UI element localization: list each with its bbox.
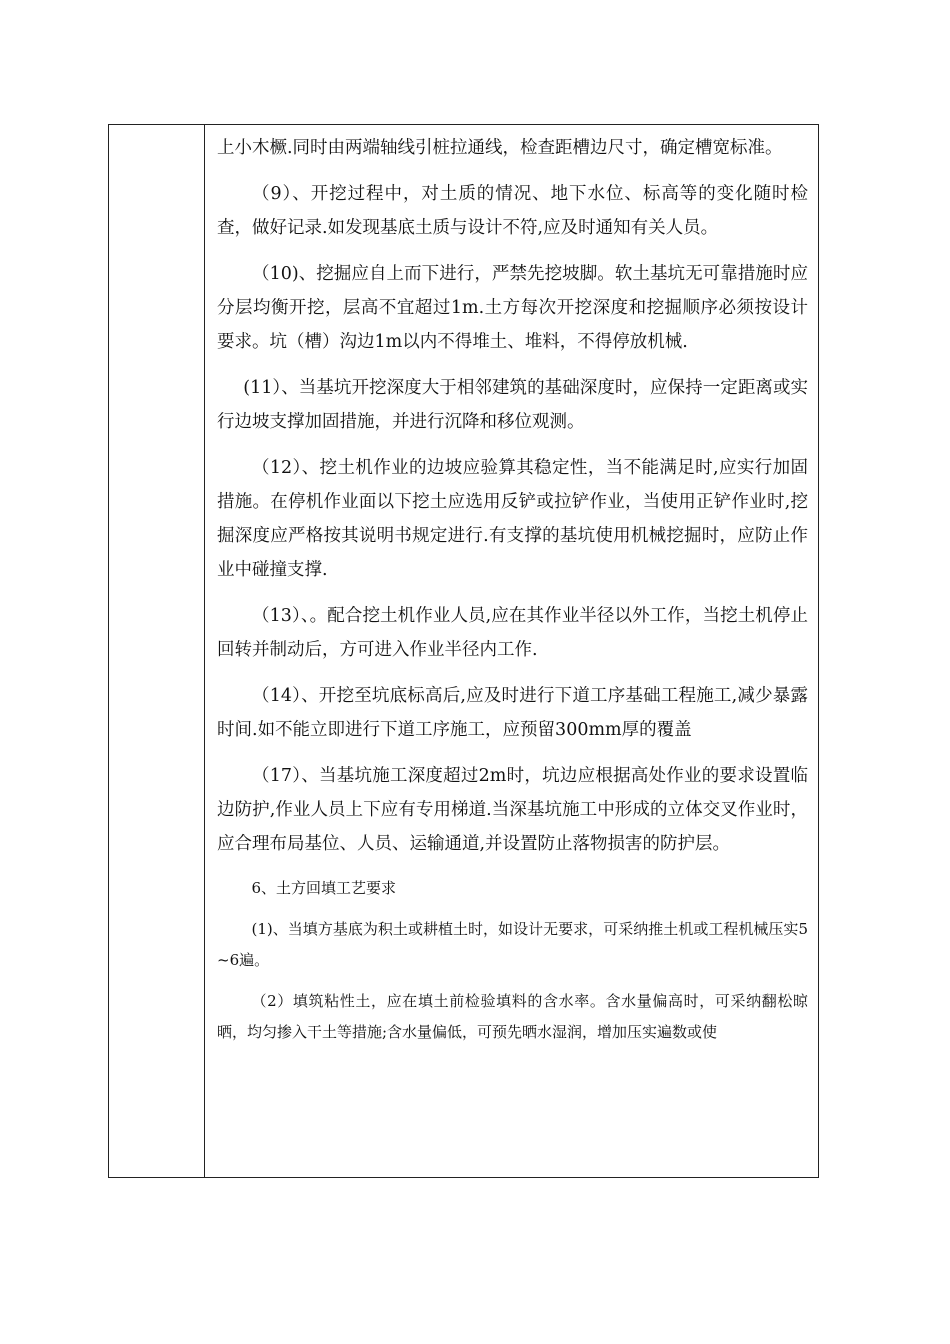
paragraph-backfill-2: （2）填筑粘性土，应在填土前检验填料的含水率。含水量偏高时，可采纳翻松晾晒，均匀掺入干土等措施;含水量偏低，可预先晒水湿润，增加压实遍数或使	[217, 992, 808, 1041]
document-table	[108, 124, 819, 1178]
paragraph-item-13: （13）、。配合挖土机作业人员,应在其作业半径以外工作，当挖土机停止回转并制动后，方可进入作业半径内工作.	[217, 606, 808, 660]
table-left-cell	[109, 125, 205, 1177]
paragraph-item-12: （12）、挖土机作业的边坡应验算其稳定性，当不能满足时,应实行加固措施。在停机作业面以下挖土应选用反铲或拉铲作业，当使用正铲作业时,挖掘深度应严格按其说明书规定进行.有支撑的基坑使用机械挖掘时，应防止作业中碰撞支撑.	[217, 458, 808, 580]
table-content-cell	[205, 125, 818, 1177]
paragraph-item-9: （9）、开挖过程中，对土质的情况、地下水位、标高等的变化随时检查，做好记录.如发现基底土质与设计不符,应及时通知有关人员。	[217, 184, 808, 238]
paragraph-item-11: (11）、当基坑开挖深度大于相邻建筑的基础深度时，应保持一定距离或实行边坡支撑加固措施，并进行沉降和移位观测。	[217, 378, 808, 432]
paragraph-backfill-1: (1)、当填方基底为积土或耕植土时，如设计无要求，可采纳推土机或工程机械压实5~6遍。	[217, 920, 808, 969]
paragraph-item-10: （10)、挖掘应自上而下进行，严禁先挖坡脚。软土基坑无可靠措施时应分层均衡开挖，层高不宜超过1m.土方每次开挖深度和挖掘顺序必须按设计要求。坑（槽）沟边1m以内不得堆土、堆料，不得停放机械.	[217, 264, 808, 352]
paragraph-continuation: 上小木橛.同时由两端轴线引桩拉通线，检查距槽边尺寸，确定槽宽标准。	[217, 138, 783, 158]
paragraph-item-17: （17）、当基坑施工深度超过2m时，坑边应根据高处作业的要求设置临边防护,作业人员上下应有专用梯道.当深基坑施工中形成的立体交叉作业时，应合理布局基位、人员、运输通道,并设置防止落物损害的防护层。	[217, 766, 808, 854]
paragraph-item-14: （14）、开挖至坑底标高后,应及时进行下道工序基础工程施工,减少暴露时间.如不能立即进行下道工序施工，应预留300mm厚的覆盖	[217, 686, 808, 740]
section-heading-backfill: 6、土方回填工艺要求	[251, 879, 397, 897]
